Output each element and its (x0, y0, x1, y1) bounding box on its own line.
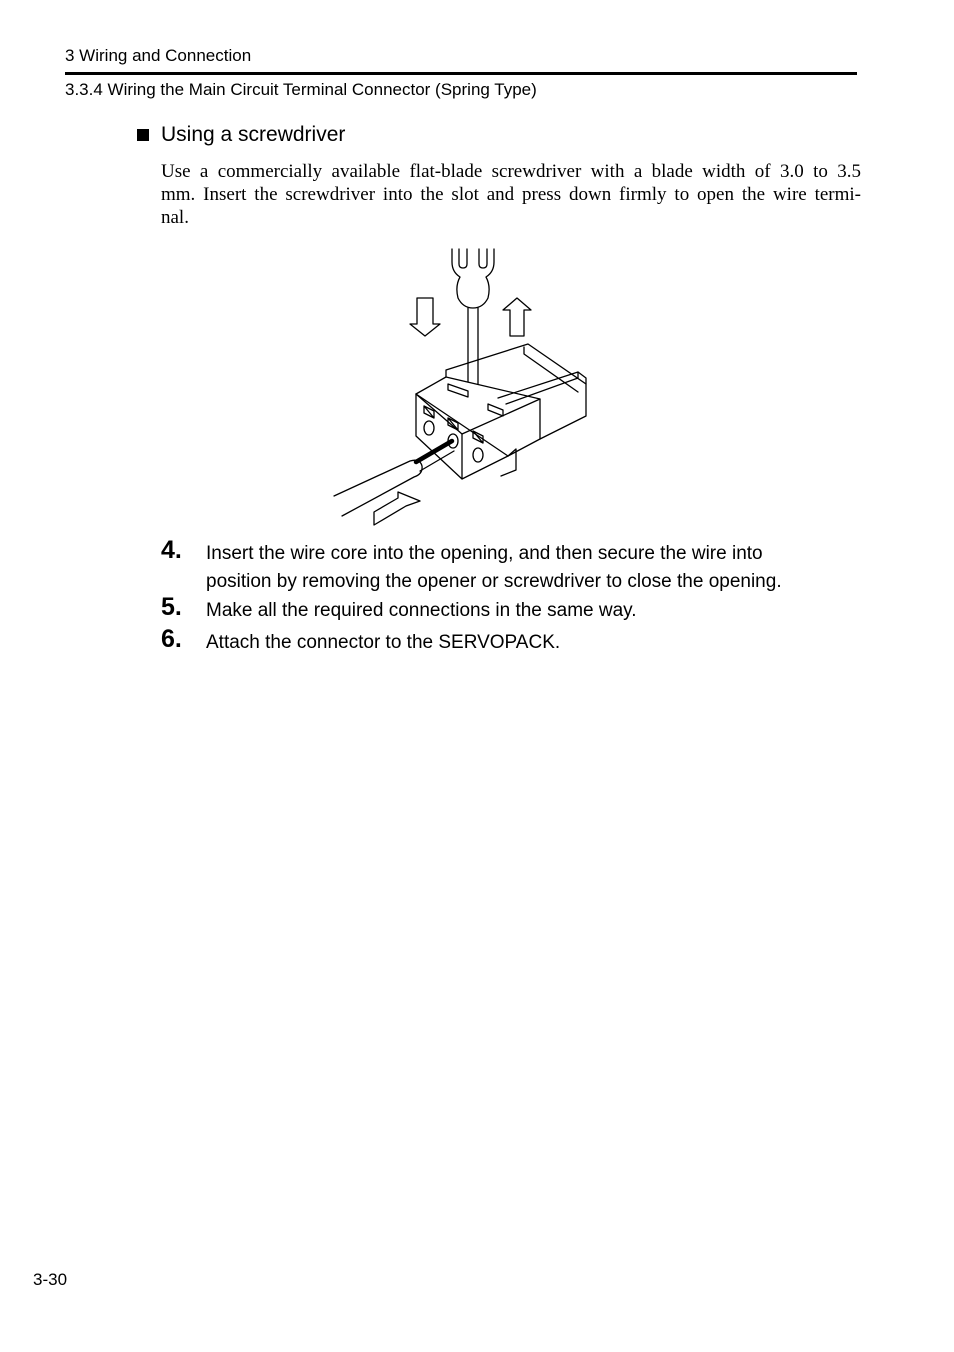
step-number: 5. (161, 593, 182, 621)
arrow-up-icon (503, 298, 531, 336)
step-text (206, 629, 856, 657)
body-line: Use a commercially available flat-blade screwdriver with a blade width of 3.0 to 3.5 (161, 161, 861, 182)
chapter-header: 3 Wiring and Connection (65, 46, 252, 65)
arrow-right-icon (374, 492, 420, 525)
body-line: nal. (161, 207, 189, 228)
step-line: Make all the required connections in the same way. (206, 600, 637, 621)
step-number: 4. (161, 536, 182, 564)
step-text (206, 540, 856, 596)
subsection-body (161, 160, 861, 229)
screwdriver-connector-figure (328, 244, 598, 530)
step-number: 6. (161, 625, 182, 653)
square-bullet-icon (137, 129, 149, 141)
step-line: Insert the wire core into the opening, and then secure the wire into (206, 543, 763, 564)
step-line: Attach the connector to the SERVOPACK. (206, 632, 561, 653)
subsection-heading (137, 122, 345, 148)
subsection-title: Using a screwdriver (161, 123, 346, 146)
step-text (206, 597, 856, 625)
header-rule (65, 72, 857, 75)
arrow-down-icon (410, 298, 440, 336)
body-line: mm. Insert the screwdriver into the slot and press down firmly to open the wire termi- (161, 184, 861, 205)
step-line: position by removing the opener or screwdriver to close the opening. (206, 571, 782, 592)
section-header: 3.3.4 Wiring the Main Circuit Terminal Connector (Spring Type) (65, 80, 537, 99)
screwdriver-icon (452, 249, 494, 402)
page-number: 3-30 (33, 1270, 68, 1289)
